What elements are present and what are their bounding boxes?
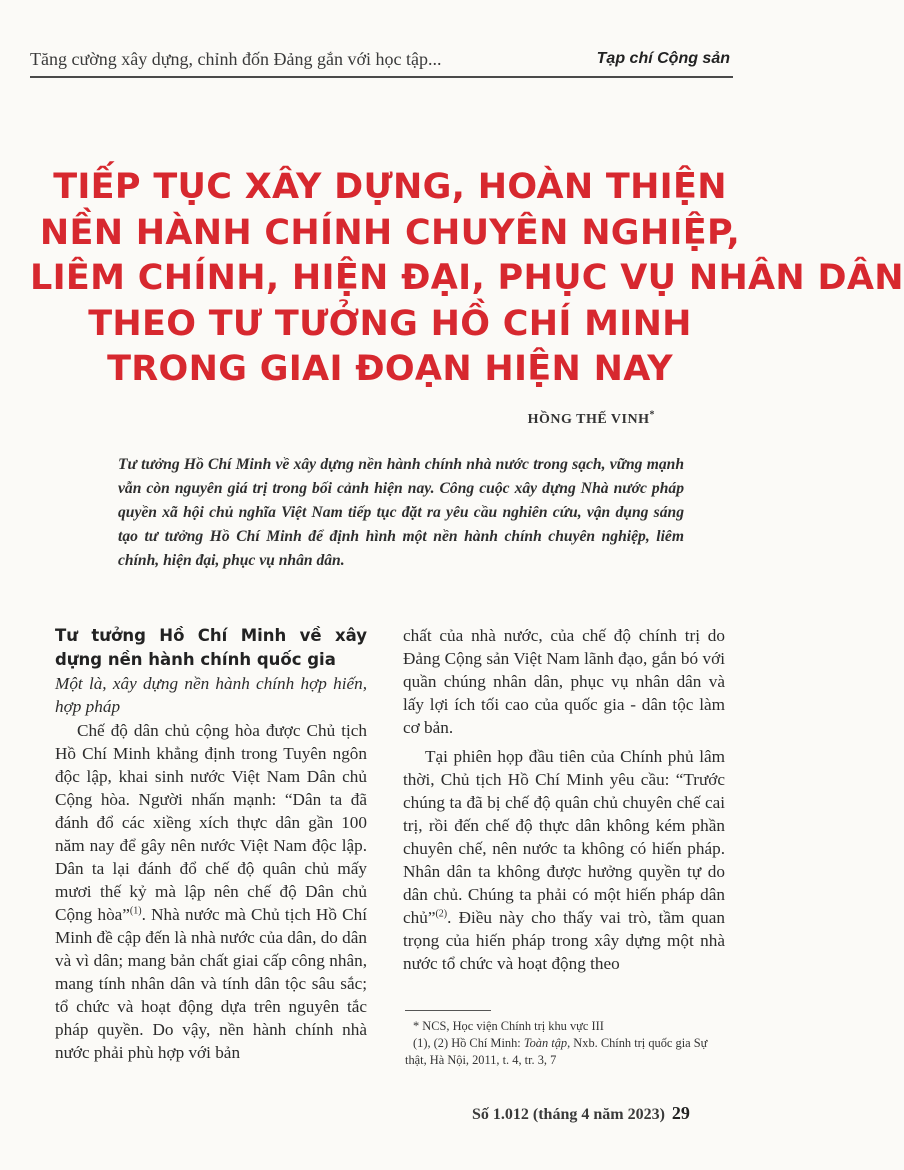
article-abstract: Tư tưởng Hồ Chí Minh về xây dựng nền hành chính nhà nước trong sạch, vững mạnh vẫn còn nguyên giá trị trong bối cảnh hiện nay. Công cuộc xây dựng Nhà nước pháp quyền xã hội chủ nghĩa Việt Nam tiếp tục đặt ra yêu cầu nghiên cứu, vận dụng sáng tạo tư tưởng Hồ Chí Minh để định hình một nền hành chính chuyên nghiệp, liêm chính, hiện đại, phục vụ nhân dân. <box>118 456 684 569</box>
subsection-heading: Một là, xây dựng nền hành chính hợp hiến, hợp pháp <box>55 674 367 716</box>
body-text: . Điều này cho thấy vai trò, tầm quan trọng của hiến pháp trong xây dựng một nhà nước tổ chức và hoạt động theo <box>403 908 725 973</box>
header-divider <box>30 76 733 78</box>
page-footer <box>472 1103 732 1124</box>
title-line: NỀN HÀNH CHÍNH CHUYÊN NGHIỆP, <box>39 212 741 253</box>
footnote-author: * NCS, Học viện Chính trị khu vực III <box>413 1019 604 1033</box>
body-text: . Nhà nước mà Chủ tịch Hồ Chí Minh đề cập đến là nhà nước của dân, do dân và vì dân; mang bản chất giai cấp công nhân, mang tính nhân dân và tính dân tộc sâu sắc; tổ chức và hoạt động dựa trên nguyên tắc pháp quyền. Do vậy, nền hành chính nhà nước phải phù hợp với bản <box>55 905 367 1062</box>
author-byline <box>527 409 655 428</box>
title-line: LIÊM CHÍNH, HIỆN ĐẠI, PHỤC VỤ NHÂN DÂN <box>30 258 904 298</box>
left-column <box>55 624 367 1064</box>
issue-info: Số 1.012 (tháng 4 năm 2023) <box>472 1106 665 1123</box>
body-paragraph <box>403 745 725 975</box>
title-line: TRONG GIAI ĐOẠN HIỆN NAY <box>107 349 673 389</box>
citation-ref: (1) <box>129 905 142 917</box>
header-section-title: Tăng cường xây dựng, chỉnh đốn Đảng gắn với học tập... <box>30 49 442 69</box>
article-title <box>30 165 904 393</box>
title-line: THEO TƯ TƯỞNG HỒ CHÍ MINH <box>88 303 692 344</box>
title-line: TIẾP TỤC XÂY DỰNG, HOÀN THIỆN <box>53 167 727 207</box>
reference-title: Toàn tập <box>523 1036 568 1050</box>
header-journal-name: Tạp chí Cộng sản <box>596 50 730 67</box>
body-paragraph <box>55 719 367 1064</box>
citation-ref: (2) <box>435 908 448 920</box>
footnote-reference: (1), (2) Hồ Chí Minh: Toàn tập, Nxb. Chính trị quốc gia Sự thật, Hà Nội, 2011, t. 4, tr. 3, 7 <box>405 1036 708 1067</box>
page-number: 29 <box>671 1103 690 1123</box>
footnote-divider <box>405 1010 491 1011</box>
author-footnote-mark: * <box>649 409 655 421</box>
body-text: Chế độ dân chủ cộng hòa được Chủ tịch Hồ Chí Minh khẳng định trong Tuyên ngôn độc lập, khai sinh nước Việt Nam Dân chủ Cộng hòa. Người nhấn mạnh: “Dân ta đã đánh đổ các xiềng xích thực dân gần 100 năm nay để gây nên nước Việt Nam độc lập. Dân ta lại đánh đổ chế độ quân chủ mấy mươi thế kỷ mà lập nên chế độ Dân chủ Cộng hòa” <box>55 721 367 924</box>
body-text: Tại phiên họp đầu tiên của Chính phủ lâm thời, Chủ tịch Hồ Chí Minh yêu cầu: “Trước chúng ta đã bị chế độ quân chủ chuyên chế cai trị, rồi đến chế độ thực dân không kém phần chuyên chế, nên nước ta không có hiến pháp. Nhân dân ta không được hưởng quyền tự do dân chủ. Chúng ta phải có một hiến pháp dân chủ” <box>403 747 725 927</box>
footnotes <box>405 1018 727 1069</box>
right-column <box>403 624 725 975</box>
body-paragraph: chất của nhà nước, của chế độ chính trị do Đảng Cộng sản Việt Nam lãnh đạo, gắn bó với quần chúng nhân dân, phục vụ nhân dân và lấy lợi ích tối cao của quốc gia - dân tộc làm cơ bản. <box>403 626 725 737</box>
author-name: HỒNG THẾ VINH <box>527 412 650 427</box>
running-header <box>30 45 730 75</box>
section-heading: Tư tưởng Hồ Chí Minh về xây dựng nền hành chính quốc gia <box>55 626 367 669</box>
